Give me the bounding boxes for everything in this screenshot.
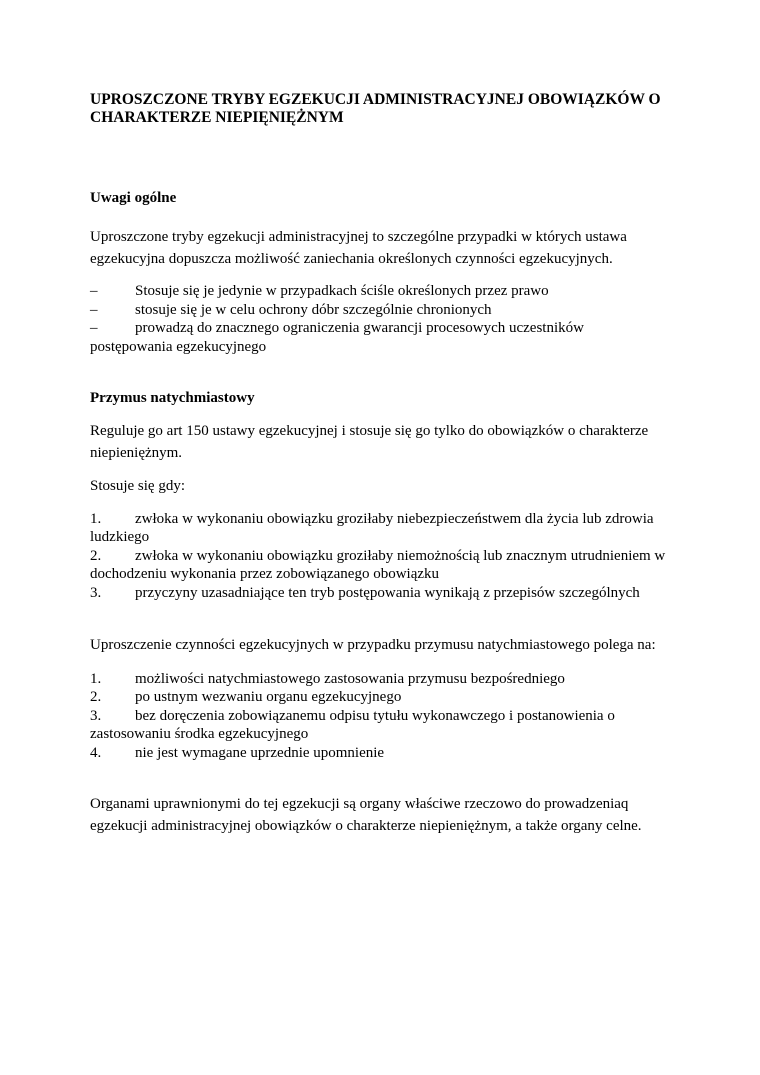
- section-heading-general-remarks: Uwagi ogólne: [90, 190, 177, 206]
- list-marker: –: [90, 283, 98, 299]
- section-intro-immediate: Reguluje go art 150 ustawy egzekucyjnej i stosuje się go tylko do obowiązków o charakterze niepieniężnym.: [90, 423, 649, 461]
- list-item-text: bez doręczenia zobowiązanemu odpisu tytułu wykonawczego i postanowienia o zastosowaniu środka egzekucyjnego: [90, 707, 615, 742]
- list-item: [90, 301, 675, 320]
- conditions-list: [90, 510, 675, 603]
- list-marker: 2.: [90, 547, 102, 564]
- list-item-text: stosuje się je w celu ochrony dóbr szczególnie chronionych: [135, 301, 492, 318]
- list-item: [90, 547, 675, 584]
- simplification-label: Uproszczenie czynności egzekucyjnych w przypadku przymusu natychmiastowego polega na:: [90, 637, 656, 653]
- list-item-text: Stosuje się je jedynie w przypadkach ściśle określonych przez prawo: [135, 283, 549, 299]
- list-marker: 2.: [90, 689, 102, 705]
- list-item: [90, 670, 675, 689]
- list-item-text: zwłoka w wykonaniu obowiązku groziłaby niemożnością lub znacznym utrudnieniem w dochodzeniu wykonania przez zobowiązanego obowiązku: [90, 547, 666, 582]
- list-item: [90, 584, 675, 603]
- list-item-text: zwłoka w wykonaniu obowiązku groziłaby niebezpieczeństwem dla życia lub zdrowia ludzkiego: [90, 510, 654, 545]
- list-item: [90, 744, 675, 763]
- document-page: [90, 91, 675, 837]
- simplifications-list: [90, 670, 675, 763]
- list-marker: –: [90, 301, 98, 318]
- general-remarks-list: [90, 282, 675, 356]
- list-item: [90, 707, 650, 744]
- list-marker: 3.: [90, 584, 102, 601]
- section-heading-immediate-coercion: Przymus natychmiastowy: [90, 390, 255, 406]
- list-item-text: przyczyny uzasadniające ten tryb postępowania wynikają z przepisów szczególnych: [135, 584, 640, 601]
- list-marker: 4.: [90, 744, 102, 761]
- list-marker: 1.: [90, 510, 102, 527]
- list-marker: –: [90, 320, 98, 336]
- list-marker: 1.: [90, 670, 102, 687]
- list-item-text: nie jest wymagane uprzednie upomnienie: [135, 744, 385, 761]
- conditions-label: Stosuje się gdy:: [90, 478, 186, 494]
- list-item-text: możliwości natychmiastowego zastosowania przymusu bezpośredniego: [135, 670, 565, 687]
- document-title: UPROSZCZONE TRYBY EGZEKUCJI ADMINISTRACYJNEJ OBOWIĄZKÓW O CHARAKTERZE NIEPIĘNIĘŻNYM: [90, 91, 661, 126]
- list-marker: 3.: [90, 707, 102, 724]
- list-item: [90, 688, 675, 707]
- list-item-text: po ustnym wezwaniu organu egzekucyjnego: [135, 689, 402, 705]
- list-item: [90, 282, 675, 301]
- closing-paragraph: Organami uprawnionymi do tej egzekucji są organy właściwe rzeczowo do prowadzeniaq egzekucji administracyjnej obowiązków o charakterze niepieniężnym, a także organy celne.: [90, 796, 642, 834]
- list-item-text: prowadzą do znacznego ograniczenia gwarancji procesowych uczestników postępowania egzekucyjnego: [90, 320, 584, 355]
- section-intro-general: Uproszczone tryby egzekucji administracyjnej to szczególne przypadki w których ustawa egzekucyjna dopuszcza możliwość zaniechania określonych czynności egzekucyjnych.: [90, 229, 627, 267]
- list-item: [90, 510, 675, 547]
- list-item: [90, 319, 630, 356]
